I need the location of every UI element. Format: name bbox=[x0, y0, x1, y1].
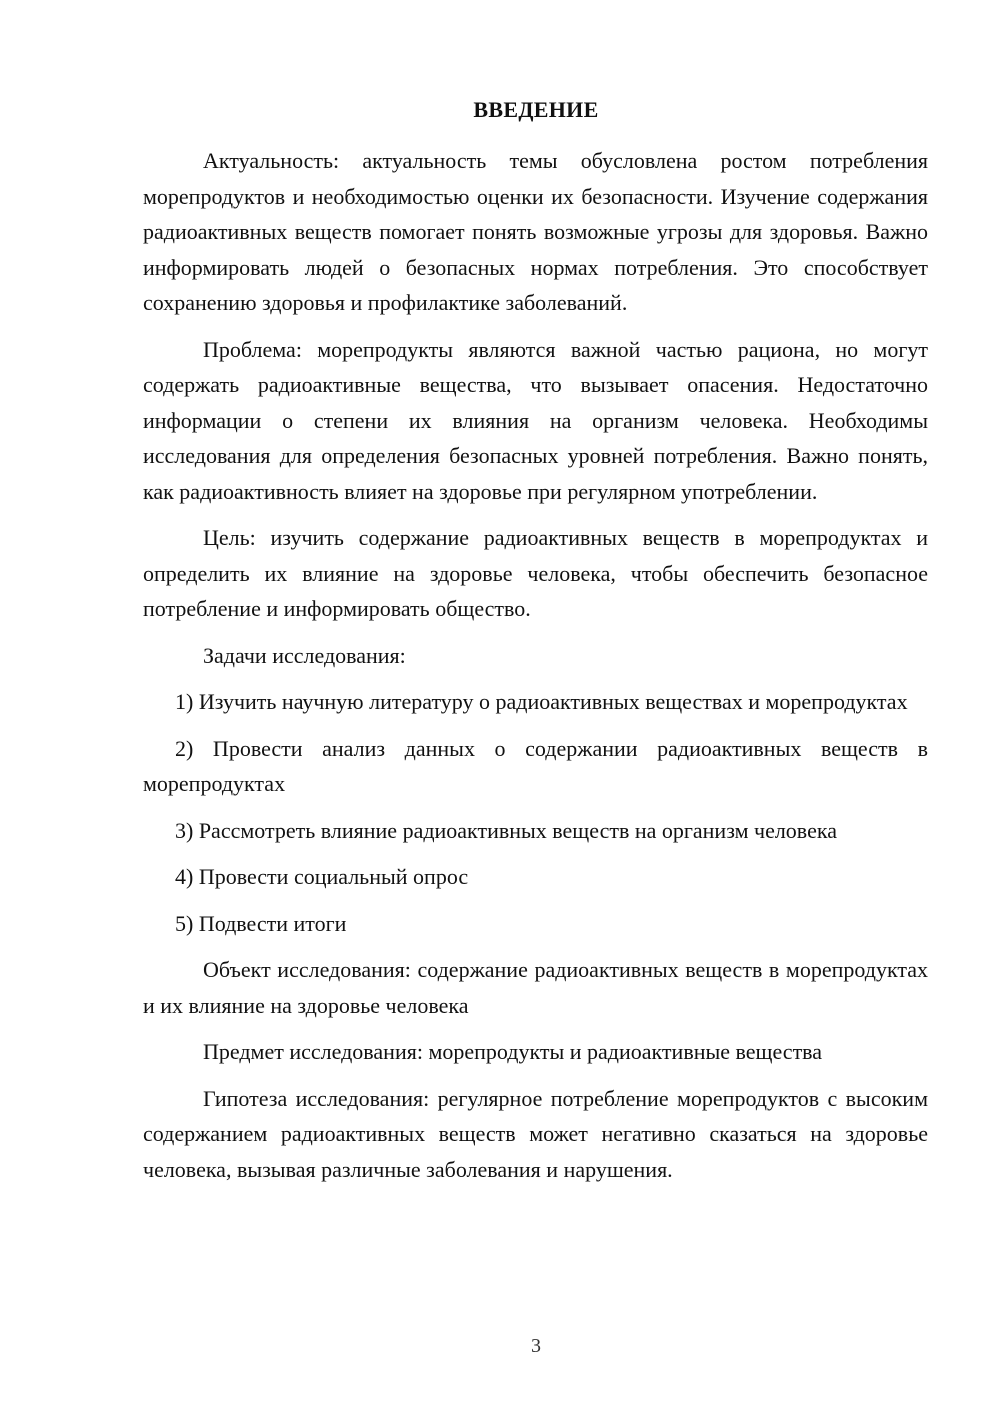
task-item-4: 4) Провести социальный опрос bbox=[175, 864, 469, 889]
page-title: ВВЕДЕНИЕ bbox=[473, 97, 599, 122]
paragraph-goal: Цель: изучить содержание радиоактивных веществ в морепродуктах и определить их влияние на здоровье человека, чтобы обеспечить безопасное потребление и информировать общество. bbox=[143, 525, 928, 621]
paragraph-relevance: Актуальность: актуальность темы обусловлена ростом потребления морепродуктов и необходимостью оценки их безопасности. Изучение содержания радиоактивных веществ помогает понять возможные угрозы для здоровья. Важно информировать людей о безопасных нормах потребления. Это способствует сохранению здоровья и профилактике заболеваний. bbox=[143, 148, 928, 315]
paragraph-problem: Проблема: морепродукты являются важной частью рациона, но могут содержать радиоактивные вещества, что вызывает опасения. Недостаточно информации о степени их влияния на организм человека. Необходимы исследования для определения безопасных уровней потребления. Важно понять, как радиоактивность влияет на здоровье при регулярном употреблении. bbox=[143, 336, 928, 504]
page-number: 3 bbox=[531, 1335, 541, 1357]
paragraph-tasks-heading: Задачи исследования: bbox=[203, 642, 406, 668]
paragraph-hypothesis: Гипотеза исследования: регулярное потребление морепродуктов с высоким содержанием радиоактивных веществ может негативно сказаться на здоровье человека, вызывая различные заболевания и нарушения. bbox=[143, 1085, 928, 1182]
paragraph-subject: Предмет исследования: морепродукты и радиоактивные вещества bbox=[203, 1039, 823, 1064]
task-item-5: 5) Подвести итоги bbox=[175, 910, 347, 936]
task-item-1: 1) Изучить научную литературу о радиоактивных веществах и морепродуктах bbox=[175, 689, 908, 714]
paragraph-object: Объект исследования: содержание радиоактивных веществ в морепродуктах и их влияние на здоровье человека bbox=[143, 957, 928, 1018]
task-item-3: 3) Рассмотреть влияние радиоактивных веществ на организм человека bbox=[175, 817, 837, 843]
document-body bbox=[143, 143, 928, 1198]
task-item-2: 2) Провести анализ данных о содержании радиоактивных веществ в морепродуктах bbox=[143, 735, 928, 796]
